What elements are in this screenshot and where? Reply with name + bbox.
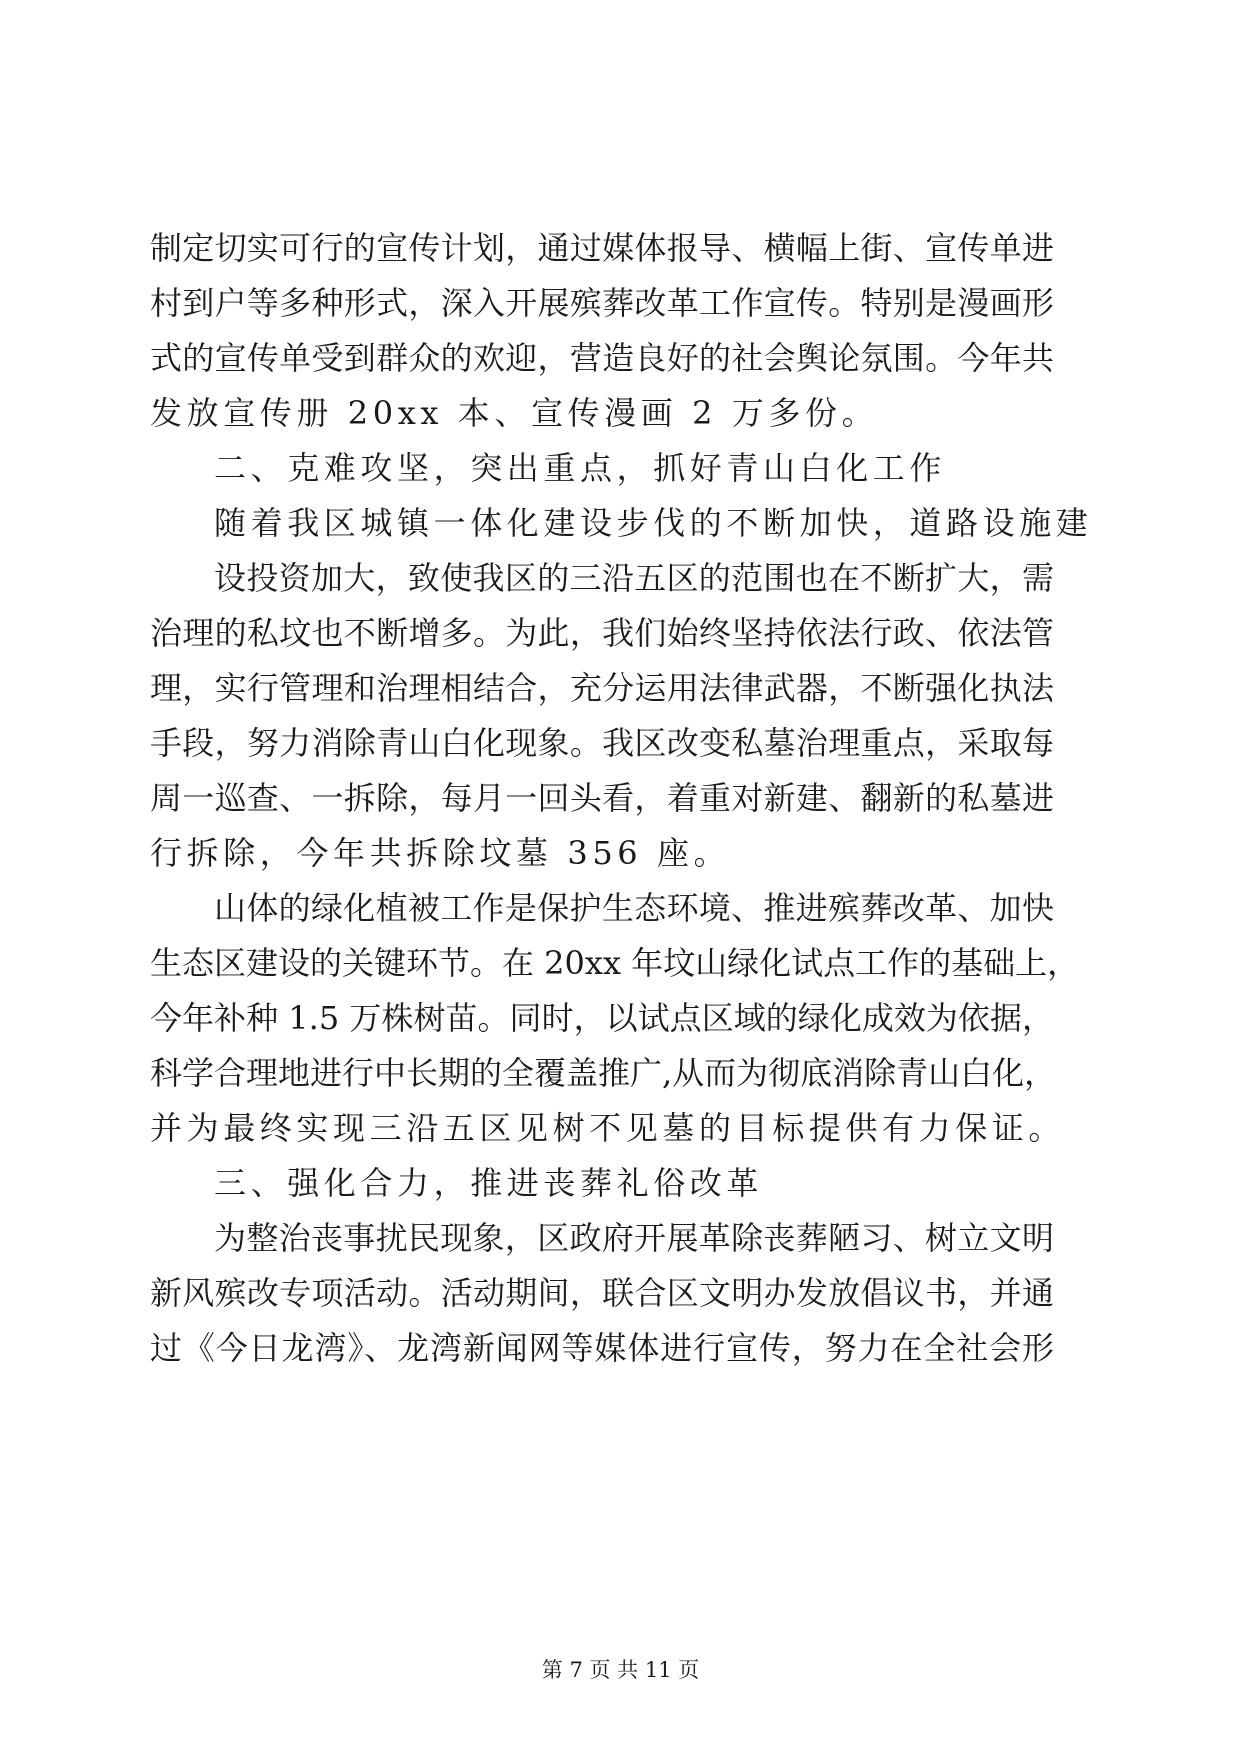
text-line: 生态区建设的关键环节。在 20xx 年坟山绿化试点工作的基础上， [150,944,1080,982]
text-line: 手段，努力消除青山白化现象。我区改变私墓治理重点，采取每 [150,724,1054,762]
text-line: 今年补种 1.5 万株树苗。同时，以试点区域的绿化成效为依据， [150,999,1054,1037]
text-line: 科学合理地进行中长期的全覆盖推广,从而为彻底消除青山白化， [150,1054,1057,1092]
page-footer: 第 7 页 共 11 页 [541,1658,700,1682]
text-line: 设投资加大，致使我区的三沿五区的范围也在不断扩大，需 [214,559,1054,597]
text-line: 治理的私坟也不断增多。为此，我们始终坚持依法行政、依法管 [150,614,1054,652]
section-heading: 二、克难攻坚，突出重点，抓好青山白化工作 [214,449,947,487]
text-line: 为整治丧事扰民现象，区政府开展革除丧葬陋习、树立文明 [214,1219,1054,1257]
text-line: 村到户等多种形式，深入开展殡葬改革工作宣传。特别是漫画形 [150,284,1054,322]
text-line: 式的宣传单受到群众的欢迎，营造良好的社会舆论氛围。今年共 [150,339,1054,377]
text-line: 并为最终实现三沿五区见树不见墓的目标提供有力保证。 [150,1109,1066,1147]
text-line: 行拆除，今年共拆除坟墓 356 座。 [150,834,731,872]
text-line: 发放宣传册 20xx 本、宣传漫画 2 万多份。 [150,394,879,432]
text-line: 随着我区城镇一体化建设步伐的不断加快，道路设施建 [214,504,1093,542]
text-line: 新风殡改专项活动。活动期间，联合区文明办发放倡议书，并通 [150,1274,1054,1312]
section-heading: 三、强化合力，推进丧葬礼俗改革 [214,1164,764,1202]
text-line: 周一巡查、一拆除，每月一回头看，着重对新建、翻新的私墓进 [150,779,1054,817]
text-line: 理，实行管理和治理相结合，充分运用法律武器，不断强化执法 [150,669,1054,707]
text-line: 制定切实可行的宣传计划，通过媒体报导、横幅上街、宣传单进 [150,229,1054,267]
text-line: 过《今日龙湾》、龙湾新闻网等媒体进行宣传，努力在全社会形 [150,1329,1054,1367]
text-line: 山体的绿化植被工作是保护生态环境、推进殡葬改革、加快 [214,889,1054,927]
